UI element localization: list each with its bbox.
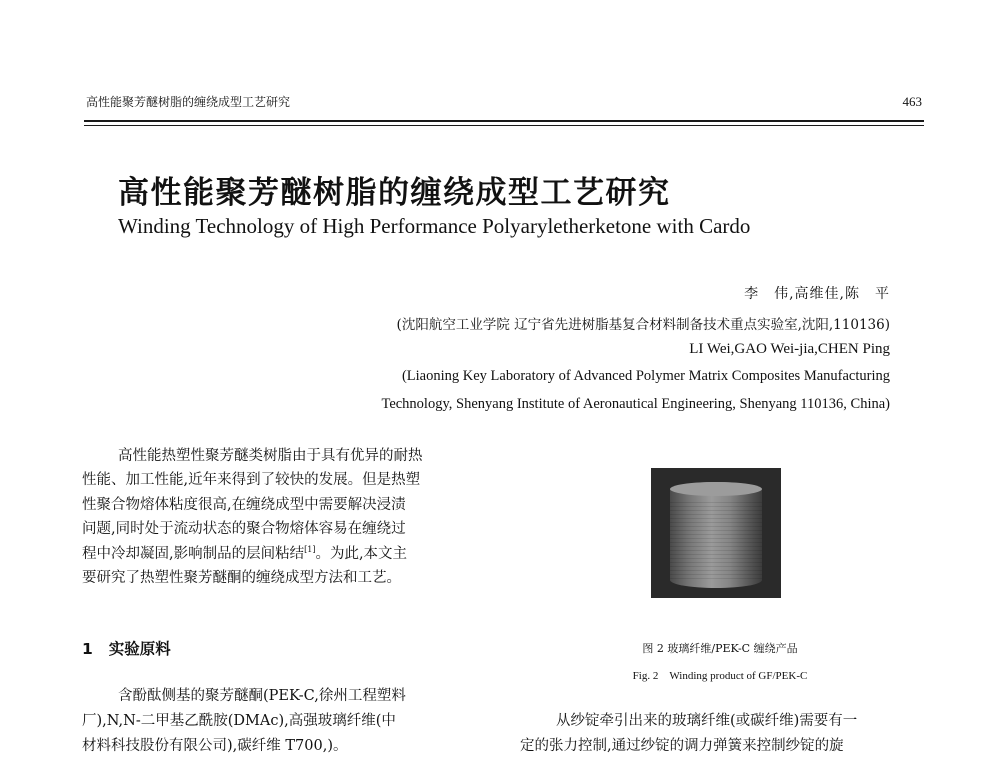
page-number: 463 <box>902 94 922 109</box>
section-1-line-3: 材料科技股份有限公司),碳纤维 T700,)。 <box>82 738 348 754</box>
intro-line-2: 性能、加工性能,近年来得到了较快的发展。但是热塑 <box>82 472 421 488</box>
right-column-line-2: 定的张力控制,通过纱锭的调力弹簧来控制纱锭的旋 <box>520 738 844 754</box>
intro-line-5 <box>82 542 488 566</box>
affiliation-en-line-2: Technology, Shenyang Institute of Aeronautical Engineering, Shenyang 110136, China) <box>381 396 890 412</box>
intro-line-5-text: 程中冷却凝固,影响制品的层间粘结 <box>82 546 305 562</box>
authors-cn: 李 伟,高维佳,陈 平 <box>744 286 890 302</box>
intro-line-3: 性聚合物熔体粘度很高,在缠绕成型中需要解决浸渍 <box>82 497 406 513</box>
intro-line-4: 问题,同时处于流动状态的聚合物熔体容易在缠绕过 <box>82 521 406 537</box>
right-column-line-1: 从纱锭牵引出来的玻璃纤维(或碳纤维)需要有一 <box>556 713 858 729</box>
paper-title-en: Winding Technology of High Performance Polyaryletherketone with Cardo <box>118 214 751 238</box>
affiliation-cn: (沈阳航空工业学院 辽宁省先进树脂基复合材料制备技术重点实验室,沈阳,110136) <box>396 317 890 333</box>
intro-line-6: 要研究了热塑性聚芳醚酮的缠绕成型方法和工艺。 <box>82 570 401 586</box>
section-1-line-1: 含酚酞侧基的聚芳醚酮(PEK-C,徐州工程塑料 <box>118 688 406 704</box>
affiliation-en-line-1: (Liaoning Key Laboratory of Advanced Polymer Matrix Composites Manufacturing <box>401 368 890 384</box>
winding-spool-image <box>670 482 762 588</box>
running-title: 高性能聚芳醚树脂的缠绕成型工艺研究 <box>86 95 291 109</box>
figure-caption-cn: 图 2 玻璃纤维/PEK-C 缠绕产品 <box>642 642 798 655</box>
figure-2-photo <box>651 468 781 598</box>
section-1-line-2: 厂),N,N-二甲基乙酰胺(DMAc),高强玻璃纤维(中 <box>82 713 396 729</box>
paper-title-cn: 高性能聚芳醚树脂的缠绕成型工艺研究 <box>118 175 671 211</box>
intro-line-1: 高性能热塑性聚芳醚类树脂由于具有优异的耐热 <box>118 448 423 464</box>
header-rule-thin <box>84 125 924 126</box>
section-number: 1 <box>82 640 93 658</box>
citation-ref-1[interactable]: [1] <box>304 545 316 555</box>
section-heading <box>82 637 171 659</box>
authors-en: LI Wei,GAO Wei-jia,CHEN Ping <box>689 341 890 357</box>
section-title: 实验原料 <box>108 640 171 658</box>
figure-caption-en: Fig. 2 Winding product of GF/PEK-C <box>632 670 808 682</box>
header-rule-thick <box>84 120 924 122</box>
intro-line-5-text-end: 。为此,本文主 <box>315 546 408 562</box>
